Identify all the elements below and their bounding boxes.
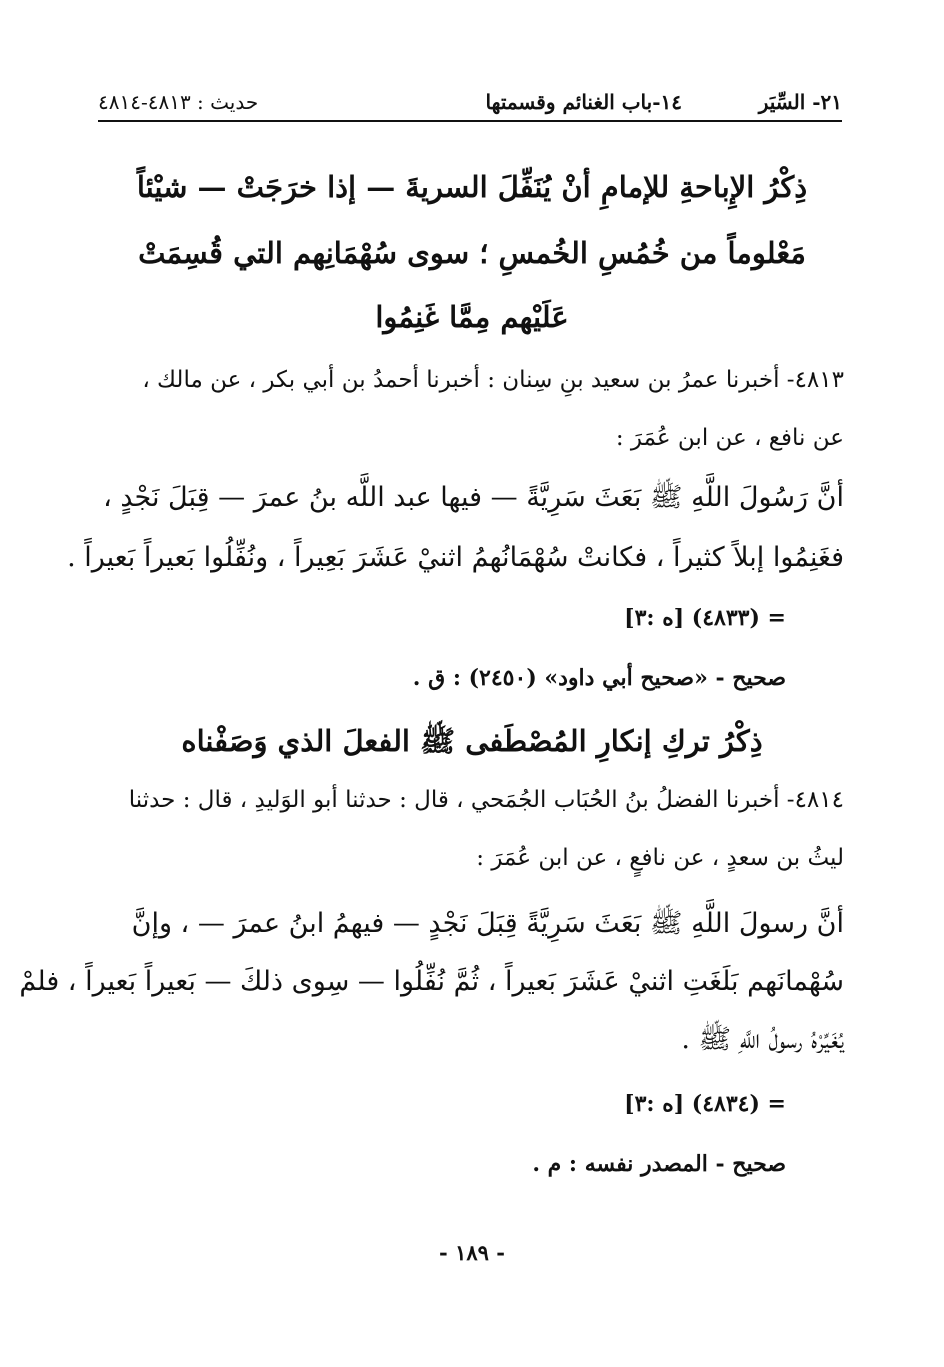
section-title-line: ذِكْرُ الإِباحةِ للإمامِ أنْ يُنَفِّلَ السريةَ — إذا خرَجَتْ — شيْئاً bbox=[136, 170, 808, 204]
cross-reference: = (٤٨٣٣) [ه :٣] bbox=[624, 605, 786, 631]
section-title: ذِكْرُ تركِ إنكارِ المُصْطَفى ﷺ الفعلَ الذي وَصَفْناه bbox=[181, 724, 763, 758]
cross-reference: = (٤٨٣٤) [ه :٣] bbox=[624, 1091, 786, 1117]
hadith-matn-line: أنَّ رسولَ اللَّهِ ﷺ بَعَثَ سَرِيَّةً قِبَلَ نَجْدٍ — فيهمُ ابنُ عمرَ — ، وإنَّ bbox=[131, 908, 844, 939]
section-title-line: مَعْلوماً من خُمُسِ الخُمسِ ؛ سوى سُهْمَانِهم التي قُسِمَتْ bbox=[138, 236, 806, 270]
hadith-isnad-line: عن نافع ، عن ابن عُمَرَ : bbox=[615, 425, 844, 451]
book-title: ٢١- السِّيَر bbox=[758, 90, 842, 114]
hadith-isnad-line: ٤٨١٣- أخبرنا عمرُ بن سعيد بنِ سِنان : أخبرنا أحمدُ بن أبي بكر ، عن مالك ، bbox=[142, 367, 844, 393]
hadith-matn-line: فغَنِمُوا إبلاً كثيراً ، فكانتْ سُهْمَانُهمُ اثنيْ عَشَرَ بَعِيراً ، ونُفِّلُوا بَعيراً بَعيراً . bbox=[67, 542, 844, 573]
grading-note: صحيح - «صحيح أبي داود» (٢٤٥٠) : ق . bbox=[412, 665, 786, 691]
hadith-matn-line: أنَّ رَسُولَ اللَّهِ ﷺ بَعَثَ سَرِيَّةً — فيها عبد اللَّه بنُ عمرَ — قِبَلَ نَجْدٍ ، bbox=[103, 482, 844, 513]
hadith-range: حديث : ٤٨١٣-٤٨١٤ bbox=[98, 90, 259, 114]
hadith-isnad-line: ليثُ بن سعدٍ ، عن نافعٍ ، عن ابن عُمَرَ : bbox=[476, 845, 844, 871]
grading-note: صحيح - المصدر نفسه : م . bbox=[532, 1151, 786, 1177]
running-header bbox=[98, 86, 842, 122]
page-number: - ١٨٩ - bbox=[439, 1240, 505, 1265]
chapter-title: ١٤-باب الغنائم وقسمتها bbox=[485, 90, 682, 114]
hadith-isnad-line: ٤٨١٤- أخبرنا الفضلُ بنُ الحُبَاب الجُمَحي ، قال : حدثنا أبو الوَليدِ ، قال : حدثنا bbox=[128, 787, 844, 813]
hadith-matn-line: يُغَيِّرْهُ رسولُ اللَّهِ ﷺ . bbox=[681, 1024, 844, 1055]
section-title-line: عَلَيْهم مِمَّا غَنِمُوا bbox=[375, 300, 569, 334]
hadith-matn-line: سُهْمانَهم بَلَغَتِ اثنيْ عَشَرَ بَعيراً ، ثُمَّ نُفِّلُوا — سِوى ذلكَ — بَعيراً بَعيراً ، فلمْ bbox=[19, 966, 844, 997]
